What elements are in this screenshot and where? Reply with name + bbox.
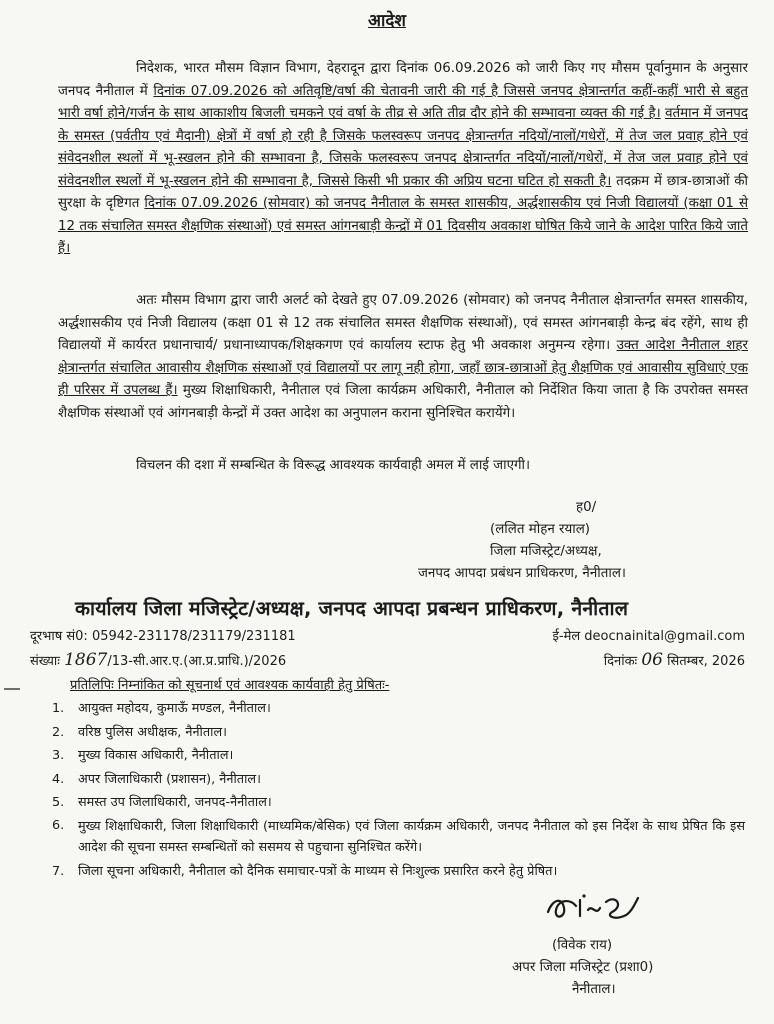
list-item <box>30 721 745 745</box>
p1-underlined-warning: दिनांक 07.09.2026 को अतिवृष्टि/वर्षा की चेतावनी जारी की गई है जिससे जनपद क्षेत्रान्तर्गत कहीं-कहीं भारी से बहुत भारी वर्षा होने/गर्जन के साथ आकाशीय बिजली चमकने एवं वर्षा के तीव्र से अति तीव्र दौर होने की सम्भावना व्यक्त की गई है। <box>58 83 748 121</box>
signatory2-designation: अपर जिला मजिस्ट्रेट (प्रशा0) <box>512 960 654 975</box>
list-item <box>30 697 745 721</box>
signatory-office: जनपद आपदा प्रबंधन प्राधिकरण, नैनीताल। <box>418 566 626 581</box>
list-item-text: वरिष्ठ पुलिस अधीक्षक, नैनीताल। <box>78 724 228 740</box>
signatory2-name: (विवेक राय) <box>552 938 613 953</box>
list-item <box>30 815 745 860</box>
list-item-number: 2. <box>52 724 65 740</box>
phone-number: दूरभाष सं0: 05942-231178/231179/231181 <box>30 629 296 644</box>
list-item-number: 5. <box>52 795 65 810</box>
list-item <box>30 791 745 815</box>
reference-suffix: /13-सी.आर.ए.(आ.प्र.प्राधि.)/2026 <box>107 654 287 669</box>
p1-underlined-holiday: दिनांक 07.09.2026 (सोमवार) को जनपद नैनीताल के समस्त शासकीय, अर्द्धशासकीय एवं निजी विद्यालयों (कक्षा 01 से 12 तक संचालित समस्त शैक्षणिक संस्थाओं) एवं समस्त आंगनबाड़ी केन्द्रों में 01 दिवसीय अवकाश घोषित किये जाने के आदेश पारित किये जाते हैं। <box>58 196 748 256</box>
date-handwritten-day: 06 <box>641 650 663 670</box>
reference-date <box>604 650 745 670</box>
signatory-name: (ललित मोहन रयाल) <box>490 522 591 537</box>
list-item-number: 6. <box>52 817 65 833</box>
list-item-text: अपर जिलाधिकारी (प्रशासन), नैनीताल। <box>78 771 261 787</box>
copy-heading: प्रतिलिपिः निम्नांकित को सूचनार्थ एवं आवश्यक कार्यवाही हेतु प्रेषितः- <box>70 678 390 693</box>
order-paragraph-1 <box>58 58 748 261</box>
p2-underlined-exemption: उक्त आदेश नैनीताल शहर क्षेत्रान्तर्गत संचालित आवासीय शैक्षणिक संस्थाओं एवं विद्यालयों पर लागू नही होगा, जहाँ छात्र-छात्राओं हेतु शैक्षणिक एवं आवासीय सुविधाएं एक ही परिसर में उपलब्ध हैं। <box>58 338 748 398</box>
reference-row <box>30 650 745 674</box>
date-label: दिनांकः <box>603 654 638 669</box>
order-title: आदेश <box>368 11 406 31</box>
list-item-number: 3. <box>52 748 65 763</box>
signatory-block-2 <box>512 935 752 1001</box>
list-item-number: 7. <box>52 863 65 879</box>
signatory2-place: नैनीताल। <box>572 982 616 997</box>
order-paragraph-2 <box>58 290 748 425</box>
email-address[interactable]: ई-मेल deocnainital@gmail.com <box>552 629 745 644</box>
list-item <box>30 744 745 768</box>
list-item-number: 4. <box>52 771 65 787</box>
office-header: कार्यालय जिला मजिस्ट्रेट/अध्यक्ष, जनपद आपदा प्रबन्धन प्राधिकरण, नैनीताल <box>75 597 629 620</box>
list-item <box>30 860 745 884</box>
p2-text-b: मुख्य शिक्षाधिकारी, नैनीताल एवं जिला कार्यक्रम अधिकारी, नैनीताल को निर्देशित किया जाता है कि उपरोक्त समस्त शैक्षणिक संस्थाओं एवं आंगनबाड़ी केन्द्रों में उक्त आदेश का अनुपालन कराना सुनिश्चित करायेंगे। <box>58 383 749 421</box>
list-item-text: मुख्य शिक्षाधिकारी, जिला शिक्षाधिकारी (माध्यमिक/बेसिक) एवं जिला कार्यक्रम अधिकारी, जनपद नैनीताल को इस निर्देश के साथ प्रेषित कि इस आदेश की सूचना समस्त सम्बन्धितों को ससमय से पहुचाना सुनिश्चित करेंगे। <box>78 818 745 855</box>
p1-underlined-current: वर्तमान में जनपद के समस्त (पर्वतीय एवं मैदानी) क्षेत्रों में वर्षा हो रही है जिसके फलस्वरूप जनपद क्षेत्रान्तर्गत नदियों/नालों/गधेरों, में तेज जल प्रवाह होने एवं संवेदनशील स्थलों में भू-स्खलन होने की सम्भावना है, जिसके फलस्वरूप जनपद क्षेत्रान्तर्गत नदियों/नालों/गधेरों, में तेज जल प्रवाह होने एवं संवेदनशील स्थलों में भू-स्खलन होने की सम्भावना है, जिससे किसी भी प्रकार की अप्रिय घटना घटित हो सकती है। <box>58 106 748 189</box>
list-item-number: 1. <box>52 701 65 716</box>
list-item-text: मुख्य विकास अधिकारी, नैनीताल। <box>78 748 234 763</box>
margin-mark-icon <box>2 683 22 695</box>
p2-text-a: अतः मौसम विभाग द्वारा जारी अलर्ट को देखते हुए 07.09.2026 (सोमवार) को जनपद नैनीताल क्षेत्रान्तर्गत समस्त शासकीय, अर्द्धशासकीय एवं निजी विद्यालय (कक्षा 01 से 12 तक संचालित समस्त शैक्षणिक संस्थाओं), एवं समस्त आंगनबाड़ी केन्द्र बंद रहेंगे, साथ ही विद्यालयों में कार्यरत प्रधानाचार्य/ प्रधानाध्यापक/शिक्षकगण एवं कार्यालय स्टाफ हेतु भी अवकाश अनुमन्य रहेगा। <box>58 293 748 353</box>
list-item-text: जिला सूचना अधिकारी, नैनीताल को दैनिक समाचार-पत्रों के माध्यम से निःशुल्क प्रसारित करने हेतु प्रेषित। <box>78 863 558 879</box>
p1-text-a: निदेशक, भारत मौसम विज्ञान विभाग, देहरादून द्वारा दिनांक 06.09.2026 को जारी किए गए मौसम पूर्वानुमान के अनुसार जनपद नैनीताल में <box>58 61 748 99</box>
list-item-text: समस्त उप जिलाधिकारी, जनपद-नैनीताल। <box>78 795 272 810</box>
reference-handwritten-number: 1867 <box>64 650 108 670</box>
reference-number <box>30 650 286 670</box>
signatory-block-1 <box>418 497 738 585</box>
handwritten-signature-icon <box>540 886 650 930</box>
reference-label: संख्याः <box>30 654 60 669</box>
list-item <box>30 768 745 792</box>
contact-row <box>30 626 745 646</box>
copy-list <box>30 697 745 883</box>
signatory-initial: ह0/ <box>576 500 597 515</box>
date-month-year: सितम्बर, 2026 <box>667 654 745 669</box>
list-item-text: आयुक्त महोदय, कुमाऊँ मण्डल, नैनीताल। <box>78 701 271 716</box>
p1-text-c: तदक्रम में छात्र-छात्राओं की सुरक्षा के दृष्टिगत <box>58 173 748 211</box>
order-paragraph-3: विचलन की दशा में सम्बन्धित के विरूद्ध आवश्यक कार्यवाही अमल में लाई जाएगी। <box>136 458 531 473</box>
signatory-designation: जिला मजिस्ट्रेट/अध्यक्ष, <box>490 544 602 559</box>
